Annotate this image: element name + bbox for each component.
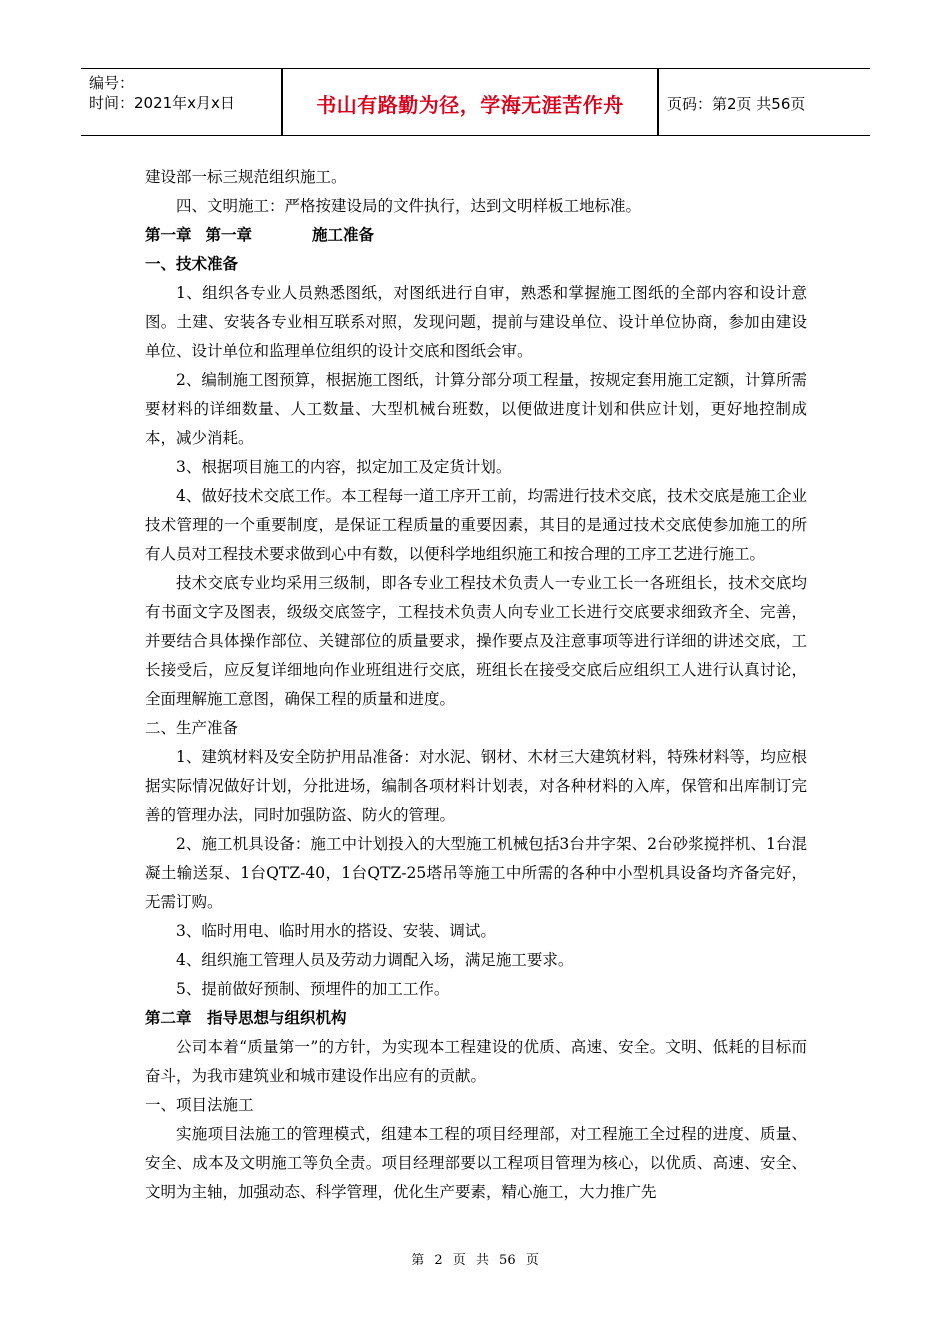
number-label: 编号： (89, 74, 135, 92)
section-title: 一、技术准备 (145, 255, 239, 273)
paragraph: 实施项目法施工的管理模式，组建本工程的项目经理部，对工程施工全过程的进度、质量、安全、成本及文明施工等负全责。项目经理部要以工程项目管理为核心，以优质、高速、安全、文明为主轴，加强动态、科学管理，优化生产要素，精心施工，大力推广先 (145, 1125, 807, 1201)
paragraph: 1、组织各专业人员熟悉图纸，对图纸进行自审，熟悉和掌握施工图纸的全部内容和设计意图。土建、安装各专业相互联系对照，发现问题，提前与建设单位、设计单位协商，参加由建设单位、设计单位和监理单位组织的设计交底和图纸会审。 (145, 284, 807, 360)
chapter-name: 施工准备 (312, 226, 375, 244)
paragraph: 1、建筑材料及安全防护用品准备：对水泥、钢材、木材三大建筑材料，特殊材料等，均应根据实际情况做好计划，分批进场，编制各项材料计划表，对各种材料的入库，保管和出库制订完善的管理办法，同时加强防盗、防火的管理。 (145, 748, 807, 824)
document-body (145, 163, 807, 1207)
header-divider (281, 69, 283, 135)
chapter-label: 第一章 (145, 226, 192, 244)
header-motto: 书山有路勤为径，学海无涯苦作舟 (316, 93, 624, 117)
header-page-info: 页码：第2页 共56页 (667, 95, 806, 113)
paragraph: 2、施工机具设备：施工中计划投入的大型施工机械包括3台井字架、2台砂浆搅拌机、1台混凝土输送泵、1台QTZ-40，1台QTZ-25塔吊等施工中所需的各种中小型机具设备均齐备完好，无需订购。 (145, 835, 807, 911)
paragraph: 四、文明施工：严格按建设局的文件执行，达到文明样板工地标准。 (176, 197, 642, 215)
chapter-title: 第二章 指导思想与组织机构 (145, 1009, 347, 1027)
chapter-label: 第一章 (205, 226, 253, 244)
paragraph: 4、做好技术交底工作。本工程每一道工序开工前，均需进行技术交底，技术交底是施工企业技术管理的一个重要制度，是保证工程质量的重要因素，其目的是通过技术交底使参加施工的所有人员对工程技术要求做到心中有数，以便科学地组织施工和按合理的工序工艺进行施工。 (145, 487, 807, 563)
page-header (81, 68, 870, 136)
paragraph: 2、编制施工图预算，根据施工图纸，计算分部分项工程量，按规定套用施工定额，计算所需要材料的详细数量、人工数量、大型机械台班数，以便做进度计划和供应计划，更好地控制成本，减少消耗。 (145, 371, 807, 447)
time-label: 时间：2021年x月x日 (89, 94, 235, 112)
paragraph: 4、组织施工管理人员及劳动力调配入场，满足施工要求。 (176, 951, 574, 969)
section-title: 一、项目法施工 (145, 1096, 254, 1114)
paragraph: 5、提前做好预制、预埋件的加工工作。 (176, 980, 450, 998)
paragraph: 技术交底专业均采用三级制，即各专业工程技术负责人一专业工长一各班组长，技术交底均有书面文字及图表，级级交底签字，工程技术负责人向专业工长进行交底要求细致齐全、完善，并要结合具体操作部位、关键部位的质量要求，操作要点及注意事项等进行详细的讲述交底，工长接受后，应反复详细地向作业班组进行交底，班组长在接受交底后应组织工人进行认真讨论，全面理解施工意图，确保工程的质量和进度。 (145, 574, 807, 708)
header-divider (657, 69, 659, 135)
paragraph: 3、临时用电、临时用水的搭设、安装、调试。 (176, 922, 496, 940)
paragraph: 3、根据项目施工的内容，拟定加工及定货计划。 (176, 458, 512, 476)
paragraph: 建设部一标三规范组织施工。 (145, 168, 347, 186)
header-left-cell (89, 73, 235, 113)
paragraph: 公司本着“质量第一”的方针，为实现本工程建设的优质、高速、安全。文明、低耗的目标而奋斗，为我市建筑业和城市建设作出应有的贡献。 (145, 1038, 807, 1085)
section-title: 二、生产准备 (145, 719, 239, 737)
chapter-title (145, 221, 807, 250)
page-footer: 第 2 页 共 56 页 (411, 1253, 539, 1268)
